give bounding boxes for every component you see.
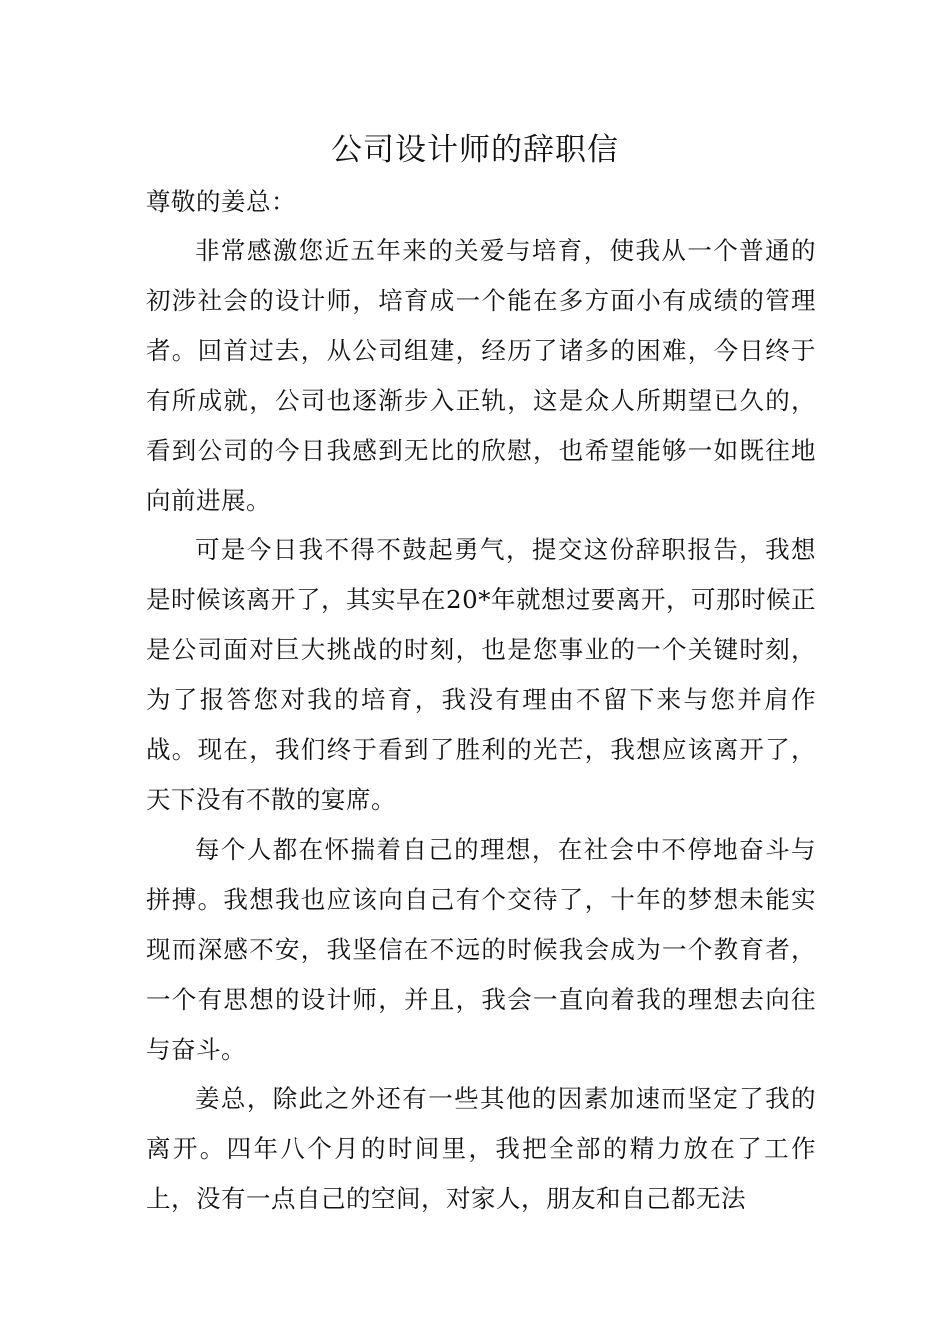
paragraph-3: 每个人都在怀揣着自己的理想，在社会中不停地奋斗与拼搏。我想我也应该向自己有个交待了，十年的梦想未能实现而深感不安，我坚信在不远的时候我会成为一个教育者，一个有思想的设计师，并且，我会一直向着我的理想去向往与奋斗。 bbox=[146, 834, 816, 1064]
paragraph-4: 姜总，除此之外还有一些其他的因素加速而坚定了我的离开。四年八个月的时间里，我把全部的精力放在了工作上，没有一点自己的空间，对家人，朋友和自己都无法 bbox=[146, 1084, 816, 1214]
document-title: 公司设计师的辞职信 bbox=[331, 132, 619, 168]
salutation: 尊敬的姜总： bbox=[146, 187, 296, 216]
letter-body bbox=[146, 177, 816, 1224]
paragraph-1: 非常感激您近五年来的关爱与培育，使我从一个普通的初涉社会的设计师，培育成一个能在多方面小有成绩的管理者。回首过去，从公司组建，经历了诸多的困难，今日终于有所成就，公司也逐渐步入正轨，这是众人所期望已久的，看到公司的今日我感到无比的欣慰，也希望能够一如既往地向前进展。 bbox=[146, 236, 816, 515]
paragraph-2: 可是今日我不得不鼓起勇气，提交这份辞职报告，我想是时候该离开了，其实早在20*年就想过要离开，可那时候正是公司面对巨大挑战的时刻，也是您事业的一个关键时刻，为了报答您对我的培育，我没有理由不留下来与您并肩作战。现在，我们终于看到了胜利的光芒，我想应该离开了，天下没有不散的宴席。 bbox=[146, 535, 816, 814]
